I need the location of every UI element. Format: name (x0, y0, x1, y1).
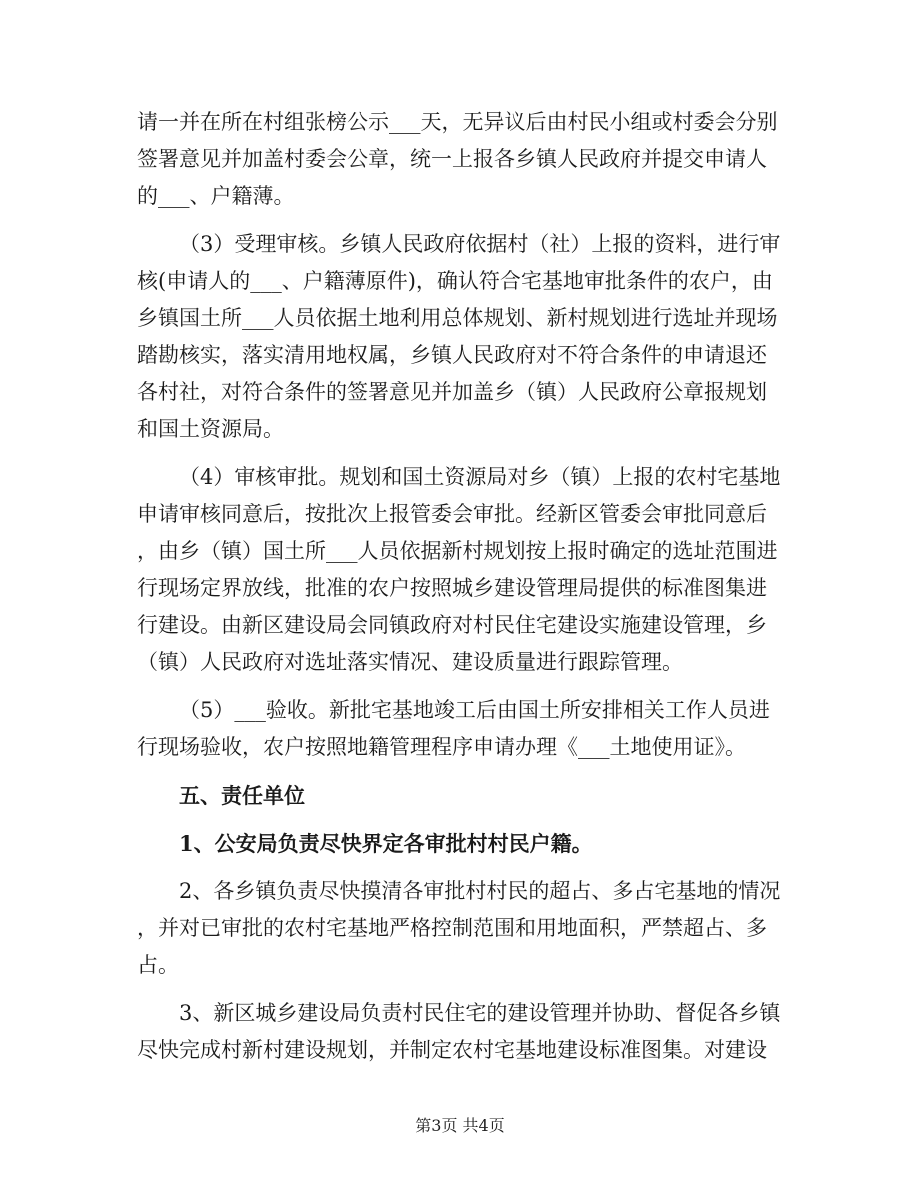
text-line: 1、公安局负责尽快界定各审批村村民户籍。 (179, 831, 593, 856)
paragraph-notice (137, 104, 787, 215)
text-line: 尽快完成村新村建设规划，并制定农村宅基地建设标准图集。对建设 (137, 1038, 767, 1062)
section-heading: 五、责任单位 (179, 783, 305, 808)
section-heading-responsibility (137, 777, 787, 814)
text-line: 申请审核同意后，按批次上报管委会审批。经新区管委会审批同意后 (137, 502, 767, 526)
paragraph-item-2 (137, 873, 787, 984)
text-line: （4）审核审批。规划和国土资源局对乡（镇）上报的农村宅基地 (179, 465, 781, 489)
document-body (137, 104, 787, 1069)
text-line: 和国土资源局。 (137, 417, 284, 441)
text-line: ，由乡（镇）国土所___人员依据新村规划按上报时确定的选址范围进 (137, 539, 778, 563)
text-line: 踏勘核实，落实清用地权属，乡镇人民政府对不符合条件的申请退还 (137, 343, 767, 367)
text-line: 2、各乡镇负责尽快摸清各审批村村民的超占、多占宅基地的情况 (179, 879, 781, 903)
text-line: （3）受理审核。乡镇人民政府依据村（社）上报的资料，进行审 (179, 232, 781, 256)
text-line: 请一并在所在村组张榜公示___天，无异议后由村民小组或村委会分别 (137, 110, 778, 134)
paragraph-item-3 (137, 995, 787, 1069)
text-line: ，并对已审批的农村宅基地严格控制范围和用地面积，严禁超占、多 (137, 916, 767, 940)
text-line: 签署意见并加盖村委会公章，统一上报各乡镇人民政府并提交申请人 (137, 147, 767, 171)
text-line: 各村社，对符合条件的签署意见并加盖乡（镇）人民政府公章报规划 (137, 380, 767, 404)
paragraph-step-4 (137, 459, 787, 681)
text-line: （5）___验收。新批宅基地竣工后由国土所安排相关工作人员进 (179, 698, 770, 722)
text-line: 的___、户籍薄。 (137, 184, 295, 208)
text-line: 行现场验收，农户按照地籍管理程序申请办理《___土地使用证》。 (137, 735, 746, 759)
text-line: 乡镇国土所___人员依据土地利用总体规划、新村规划进行选址并现场 (137, 306, 778, 330)
paragraph-item-1 (137, 825, 787, 862)
text-line: 占。 (137, 953, 179, 977)
page-number-footer: 第3页 共4页 (415, 1116, 505, 1135)
text-line: （镇）人民政府对选址落实情况、建设质量进行跟踪管理。 (137, 650, 683, 674)
text-line: 3、新区城乡建设局负责村民住宅的建设管理并协助、督促各乡镇 (179, 1001, 781, 1025)
text-line: 行建设。由新区建设局会同镇政府对村民住宅建设实施建设管理，乡 (137, 613, 767, 637)
paragraph-step-5 (137, 692, 787, 766)
paragraph-step-3 (137, 226, 787, 448)
text-line: 核(申请人的___、户籍薄原件)，确认符合宅基地审批条件的农户，由 (137, 269, 773, 293)
text-line: 行现场定界放线，批准的农户按照城乡建设管理局提供的标准图集进 (137, 576, 767, 600)
